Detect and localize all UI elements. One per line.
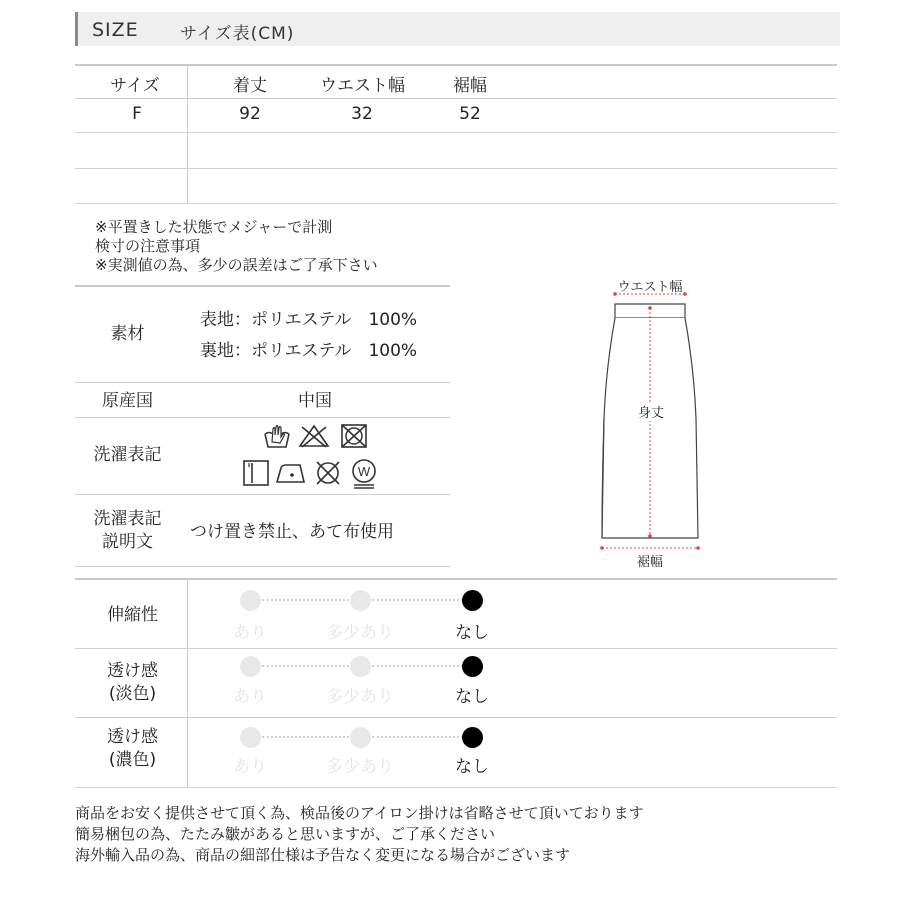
material-label: 素材 [110,324,145,344]
option-label: あり [233,623,267,643]
option-label-selected: なし [455,687,489,707]
spec-top-rule [75,285,450,287]
measure-caution-title: 検寸の注意事項 [95,237,201,255]
spec-rule [75,417,450,418]
footer-note-packaging: 簡易梱包の為、たたみ皺があると思いますが、ご了承ください [75,825,496,843]
measure-note: ※平置きした状態でメジャーで計測 [95,218,333,236]
table-top-rule [75,64,837,66]
header-size: サイズ [110,76,160,96]
table-rule [75,98,837,99]
scale-dot-selected [462,590,483,611]
care-desc-label-line1: 洗濯表記 [93,509,162,529]
header-hem: 裾幅 [453,76,487,96]
scale-bottom-rule [75,787,837,788]
header-title: SIZE [92,19,139,41]
no-dry-clean-icon [313,459,343,487]
scale-label-sheer-light: 透け感 [107,661,158,681]
hand-wash-icon [262,422,292,450]
scale-top-rule [75,578,837,580]
header-waist: ウエスト幅 [320,76,405,96]
material-outer: 表地：ポリエステル 100% [200,310,418,330]
option-label: 多少あり [326,757,394,777]
footer-note-specs: 海外輸入品の為、商品の細部仕様は予告なく変更になる場合がございます [75,846,571,864]
origin-value: 中国 [298,391,332,411]
care-desc-value: つけ置き禁止、あて布使用 [190,522,394,542]
footer-note-ironing: 商品をお安く提供させて頂く為、検品後のアイロン掛けは省略させて頂いております [75,804,644,822]
scale-label-stretch: 伸縮性 [107,605,158,625]
sheer-dark-scale [190,725,530,785]
header-length: 着丈 [233,76,267,96]
scale-rule [75,717,837,718]
spec-rule [75,566,450,567]
origin-label: 原産国 [102,391,153,411]
waist-width-label: ウエスト幅 [617,280,683,295]
cell-waist: 32 [351,104,373,124]
scale-dot-selected [462,656,483,677]
care-desc-label-line2: 説明文 [102,532,153,552]
header-subtitle: サイズ表(CM) [180,24,295,44]
scale-dot [240,590,261,611]
scale-label-sheer-dark: 透け感 [107,727,158,747]
option-label-selected: なし [455,623,489,643]
table-rule [75,168,837,169]
length-label: 身丈 [631,402,671,421]
option-label-selected: なし [455,757,489,777]
wet-clean-letter: W [357,464,371,479]
cell-hem: 52 [459,104,481,124]
option-label: 多少あり [326,687,394,707]
spec-rule [75,382,450,383]
skirt-outline [590,288,710,568]
scale-sublabel-sheer-light: (淡色) [108,684,157,704]
wet-clean-icon [349,457,379,489]
option-label: 多少あり [326,623,394,643]
measure-error-note: ※実測値の為、多少の誤差はご了承下さい [95,256,378,274]
no-tumble-dry-icon [339,423,369,449]
hem-width-label: 裾幅 [636,555,663,570]
material-lining: 裏地：ポリエステル 100% [200,341,418,361]
scale-rule [75,648,837,649]
scale-dot [350,656,371,677]
option-label: あり [233,687,267,707]
scale-sublabel-sheer-dark: (濃色) [108,750,157,770]
low-iron-icon [273,460,307,486]
table-column-divider [187,65,188,203]
spec-rule [75,494,450,495]
size-header [75,12,840,46]
scale-dot-selected [462,727,483,748]
sheer-light-scale [190,654,530,714]
scale-dot [350,590,371,611]
care-label: 洗濯表記 [93,445,162,465]
scale-dot [350,727,371,748]
scale-dot [240,656,261,677]
scale-dot [240,727,261,748]
no-bleach-icon [298,423,330,449]
table-rule [75,203,837,204]
stretch-scale [190,588,530,648]
drip-dry-icon [242,459,270,487]
option-label: あり [233,757,267,777]
table-rule [75,132,837,133]
cell-length: 92 [239,104,261,124]
cell-size: F [132,104,142,124]
scale-column-divider [187,579,188,787]
